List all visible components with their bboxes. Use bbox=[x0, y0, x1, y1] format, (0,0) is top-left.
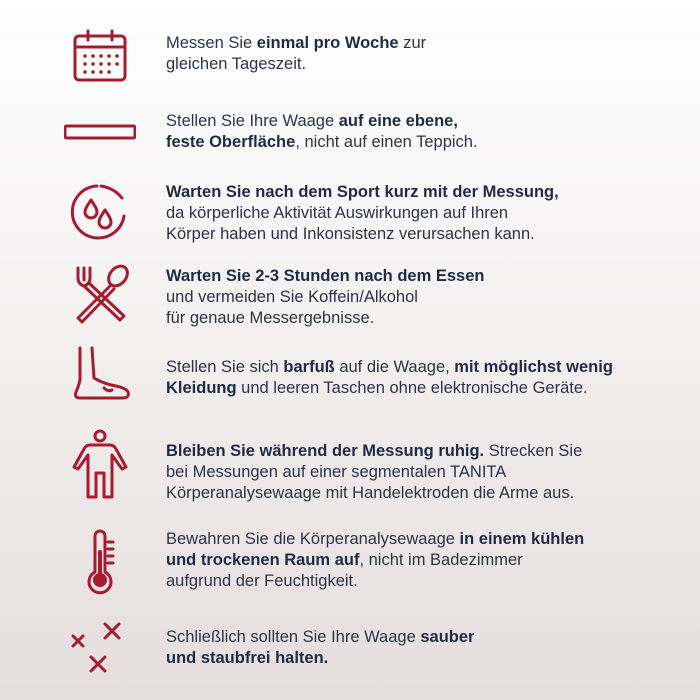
tip-line bbox=[166, 357, 686, 378]
thermometer-icon bbox=[64, 526, 136, 598]
tip-text bbox=[166, 441, 686, 504]
tip-segment: Schließlich sollten Sie Ihre Waage bbox=[166, 628, 421, 646]
tip-text bbox=[166, 627, 686, 669]
tip-bold-segment: feste Oberfläche bbox=[166, 133, 296, 151]
tip-segment: für genaue Messergebnisse. bbox=[166, 309, 375, 327]
tip-line bbox=[166, 308, 686, 329]
tip-segment: und leeren Taschen ohne elektronische Geräte. bbox=[236, 379, 588, 397]
tip-bold-segment: Kleidung bbox=[166, 379, 237, 397]
tip-bold-segment: auf eine ebene, bbox=[338, 112, 458, 130]
tip-line bbox=[166, 627, 686, 648]
scale-surface-icon bbox=[64, 96, 136, 168]
tip-bold-segment: Warten Sie nach dem Sport kurz mit der Messung, bbox=[166, 183, 559, 201]
tip-line bbox=[166, 378, 686, 399]
tip-line bbox=[166, 266, 686, 287]
tip-bold-segment: barfuß bbox=[283, 358, 335, 376]
tip-line bbox=[166, 483, 686, 504]
tip-line bbox=[166, 132, 686, 153]
tip-line bbox=[166, 648, 686, 669]
tip-line bbox=[166, 529, 686, 550]
sparkle-clean-icon bbox=[64, 614, 136, 686]
tip-line bbox=[166, 33, 686, 54]
tip-bold-segment: sauber bbox=[420, 628, 475, 646]
tip-bold-segment: in einem kühlen bbox=[459, 530, 585, 548]
fork-spoon-crossed-icon bbox=[64, 258, 136, 330]
calendar-icon bbox=[64, 22, 136, 94]
sweat-drops-icon bbox=[64, 176, 136, 248]
tip-text bbox=[166, 266, 686, 329]
tip-segment: Körperanalysewaage mit Handelektroden die Arme aus. bbox=[166, 484, 575, 502]
tip-bold-segment: einmal pro Woche bbox=[256, 34, 399, 52]
tip-segment: Messen Sie bbox=[166, 34, 257, 52]
tip-line bbox=[166, 224, 686, 245]
tip-segment: gleichen Tageszeit. bbox=[166, 55, 307, 73]
tip-line bbox=[166, 571, 686, 592]
tip-segment: zur bbox=[398, 34, 427, 52]
tip-segment: Stellen Sie Ihre Waage bbox=[166, 112, 339, 130]
tip-segment: Stellen Sie sich bbox=[166, 358, 284, 376]
tip-bold-segment: Bleiben Sie während der Messung ruhig. bbox=[166, 442, 485, 460]
tip-segment: bei Messungen auf einer segmentalen TANITA bbox=[166, 463, 507, 481]
tip-line bbox=[166, 54, 686, 75]
tip-segment: , nicht auf einen Teppich. bbox=[295, 133, 478, 151]
bare-foot-icon bbox=[64, 340, 136, 412]
tip-segment: auf die Waage, bbox=[334, 358, 455, 376]
tip-line bbox=[166, 287, 686, 308]
tip-line bbox=[166, 111, 686, 132]
tip-bold-segment: Warten Sie 2-3 Stunden nach dem Essen bbox=[166, 267, 485, 285]
tip-bold-segment: und trockenen Raum auf bbox=[166, 551, 360, 569]
tip-segment: und vermeiden Sie Koffein/Alkohol bbox=[166, 288, 418, 306]
tip-text bbox=[166, 111, 686, 153]
tip-segment: Bewahren Sie die Körperanalysewaage bbox=[166, 530, 460, 548]
standing-person-icon bbox=[64, 427, 136, 499]
tip-segment: Körper haben und Inkonsistenz verursachen kann. bbox=[166, 225, 535, 243]
tip-text bbox=[166, 182, 686, 245]
tip-segment: , nicht im Badezimmer bbox=[359, 551, 523, 569]
tip-line bbox=[166, 441, 686, 462]
tip-line bbox=[166, 462, 686, 483]
tip-line bbox=[166, 203, 686, 224]
tip-segment: aufgrund der Feuchtigkeit. bbox=[166, 572, 358, 590]
tip-line bbox=[166, 550, 686, 571]
tip-bold-segment: mit möglichst wenig bbox=[454, 358, 613, 376]
tip-bold-segment: und staubfrei halten. bbox=[166, 649, 329, 667]
tip-segment: Strecken Sie bbox=[484, 442, 583, 460]
tip-text bbox=[166, 529, 686, 592]
tip-line bbox=[166, 182, 686, 203]
tip-segment: da körperliche Aktivität Auswirkungen auf Ihren bbox=[166, 204, 509, 222]
tip-text bbox=[166, 33, 686, 75]
tip-text bbox=[166, 357, 686, 399]
